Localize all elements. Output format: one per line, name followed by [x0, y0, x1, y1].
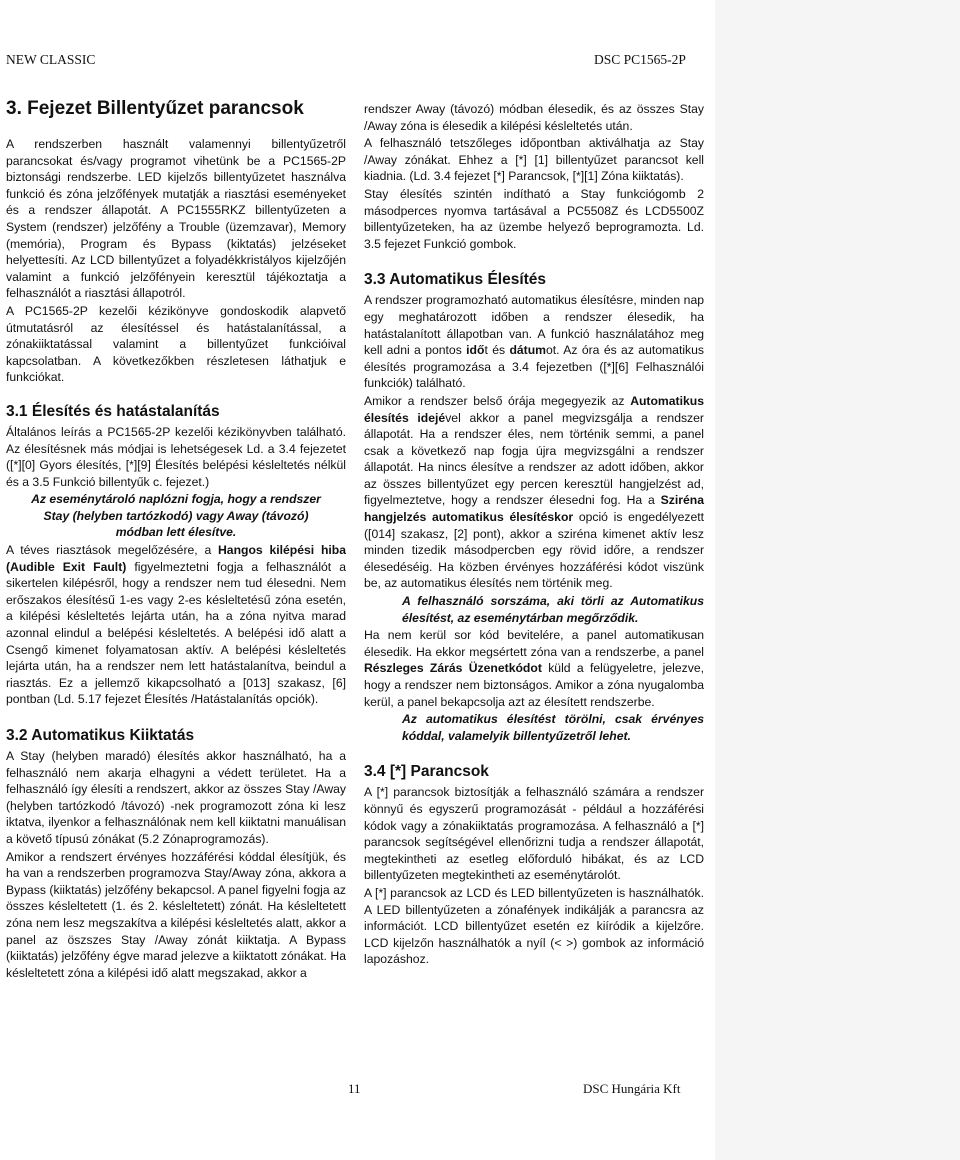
chapter-title: 3. Fejezet Billentyűzet parancsok: [6, 98, 304, 119]
section-title-3-4: 3.4 [*] Parancsok: [364, 763, 489, 781]
paragraph: Ha nem kerül sor kód bevitelére, a panel automatikusan élesedik. Ha ekkor megsértett zóna van a rendszerbe, a panel Részleges Zárás Üzenetkódot küld a felügyeletre, jelezve, hogy a rendszer nem biztonságos. Amikor a zóna nyugalomba kerül, a panel bekapcsolja azt az élesített rendszerbe.: [364, 628, 704, 709]
note: Az eseménytároló naplózni fogja, hogy a rendszer Stay (helyben tartózkodó) vagy Away (távozó) módban lett élesítve.: [31, 492, 321, 540]
page-number: 11: [348, 1081, 361, 1096]
paragraph: rendszer Away (távozó) módban élesedik, és az összes Stay /Away zóna is élesedik a kilépési késleltetés után.: [364, 102, 704, 133]
note: Az automatikus élesítést törölni, csak érvényes kóddal, valamelyik billentyűzetről lehet.: [402, 712, 704, 743]
paragraph: A Stay (helyben maradó) élesítés akkor használható, ha a felhasználó nem akarja elhagyni a védett területet. Ha a felhasználó így élesíti a rendszert, akkor az összes Stay /Away (helyben tartózkodó /távozó) -nek programozott zóna ki lesz iktatva, ilyenkor a felhasználónak nem kell kiiktatni manuálisan a követő típusú zónákat (5.2 Zónaprogramozás).: [6, 749, 346, 846]
paragraph: A rendszerben használt valamennyi billentyűzetről parancsokat és/vagy programot vihetünk be a PC1565-2P biztonsági rendszerbe. LED kijelzős billentyűzetet használva funkció és zóna jelzőfények mutatják a riasztási eseményeket és a rendszer állapotát. A PC1555RKZ billentyűzeten a System (rendszer) jelzőfény a Trouble (üzemzavar), Memory (memória), Program és Bypass (kiktatás) jelzéseket helyettesíti. Az LCD billentyűzet a folyadékkristályos kijelzőjén valamint a funkció jelzőfényein keresztül tájékoztatja a felhasználót a riasztási állapotról.: [6, 137, 346, 301]
paragraph: A [*] parancsok biztosítják a felhasználó számára a rendszer könnyű és egyszerű programozását - például a hozzáférési kódok vagy a zónakiiktatás programozása. A felhasználó a [*] parancsok segítségével ellenőrizni tudja a rendszer állapotát, megtekintheti az esetleg előforduló hibákat, és az LCD billentyűzeten megtekintheti az eseménytárolót.: [364, 785, 704, 883]
left-column: [6, 98, 346, 982]
paragraph: A téves riasztások megelőzésére, a Hangos kilépési hiba (Audible Exit Fault) figyelmeztetni fogja a felhasználót a sikertelen kilépésről, hogy a rendszer nem tud élesedni. Nem erőszakos élesítésű 1-es vagy 2-es késleltetésű zóna esetén, a kilépési késleltetés lejárta után, ha a zóna nyitva marad azonnal elindul a belépési késleltetés. A belépési idő alatt a Csengő kimenet folyamatosan aktív. A belépési késleltetés lejárta után, ha a rendszer nem lett hatástalanítva, beindul a riasztás. Ez a jellemző kikapcsolható a [013] szakasz, [6] pontban (Ld. 5.17 fejezet Élesítés /Hatástalanítás opciók).: [6, 543, 346, 707]
paragraph: Amikor a rendszert érvényes hozzáférési kóddal élesítjük, és ha van a rendszerben programozva Stay/Away zóna, akkora a Bypass (kiiktatás) jelzőfény bekapcsol. A panel figyelni fogja az összes késleltetett (1. és 2. késleltetett) zónát. Ha késleltetett zóna nem lesz megszakítva a kilépési késleltetés alatt, akkor a panel az öszszes Stay /Away zónát kiiktatja. A Bypass (kiiktatás) jelzőfény égve marad jelezve a kiiktatott zónákat. Ha késleltetett zóna a kilépési idő alatt megszakad, akkor a: [6, 849, 346, 980]
paragraph: Általános leírás a PC1565-2P kezelői kézikönyvben található. Az élesítésnek más módjai is lehetségesek Ld. a 3.4 fejezetet ([*][0] Gyors élesítés, [*][9] Élesítés belépési késleltetés nélkül és a 3.5 Funkció billentyűk c. fejezet.): [6, 424, 346, 489]
note: A felhasználó sorszáma, aki törli az Automatikus élesítést, az eseménytárban megőrződik.: [402, 594, 704, 625]
section-title-3-2: 3.2 Automatikus Kiiktatás: [6, 727, 195, 744]
paragraph: A felhasználó tetszőleges időpontban aktiválhatja az Stay /Away zónákat. Ehhez a [*] [1] billentyűzet parancsot kell kiadnia. (Ld. 3.4 fejezet [*] Parancsok, [*][1] Zóna kiiktatás).: [364, 136, 704, 184]
header-right: DSC PC1565-2P: [594, 52, 686, 67]
section-title-3-1: 3.1 Élesítés és hatástalanítás: [6, 402, 220, 420]
paragraph: A rendszer programozható automatikus élesítésre, minden nap egy meghatározott időben a rendszer élesedik, ha hatástalanított állapotban van. A funkció használatához meg kell adni a pontos időt és dátumot. Az óra és az automatikus élesítés programozása a 3.4 fejezetben ([*][6] Felhasználói funkciók) található.: [364, 293, 705, 391]
paragraph: Stay élesítés szintén indítható a Stay funkciógomb 2 másodperces nyomva tartásával a PC5508Z és LCD5500Z billentyűzeteken, ha az üzembe helyező beprogramozta. Ld. 3.5 fejezet Funkció gombok.: [364, 186, 704, 251]
right-margin-strip: [715, 0, 960, 1160]
footer-publisher: DSC Hungária Kft: [583, 1081, 681, 1096]
header-left: NEW CLASSIC: [6, 52, 96, 67]
right-column: [364, 101, 704, 969]
paragraph: Amikor a rendszer belső órája megegyezik az Automatikus élesítés idejével akkor a panel megvizsgálja a rendszer állapotát. Ha a rendszer éles, nem történik semmi, a panel csak a következő nap fogja újra megvizsgálni a rendszer állapotát. Ha nincs élesítve a rendszer az adott időben, akkor az összes billentyűzet egy percen keresztül hangjelzést ad, figyelmeztetve, hogy a rendszer élesedni fog. Ha a Sziréna hangjelzés automatikus élesítéskor opció is engedélyezett ([014] szakasz, [2] pont), akkor a sziréna kimenet aktív lesz minden tizedik másodpercben egy rövid időre, a rendszer élesedéséig. Ha közben érvényes hozzáférési kódot viszünk be, az automatikus élesítés nem történik meg.: [364, 393, 704, 591]
section-title-3-3: 3.3 Automatikus Élesítés: [364, 271, 547, 289]
paragraph: A [*] parancsok az LCD és LED billentyűzeten is használhatók. A LED billentyűzeten a zónafények indikálják a parancsra az információt. LCD billentyűzet esetén ez kiíródik a kijelzőre. LCD kijelzőn használhatók a nyíl (< >) gombok az információ lapozáshoz.: [364, 885, 704, 967]
paragraph: A PC1565-2P kezelői kézikönyve gondoskodik alapvető útmutatásról az élesítéssel és hatástalanítással, a zónakiiktatással valamint a billentyűzet funkcióival kapcsolatban. A következőkben részletesen láthatjuk e funkciókat.: [6, 303, 346, 385]
